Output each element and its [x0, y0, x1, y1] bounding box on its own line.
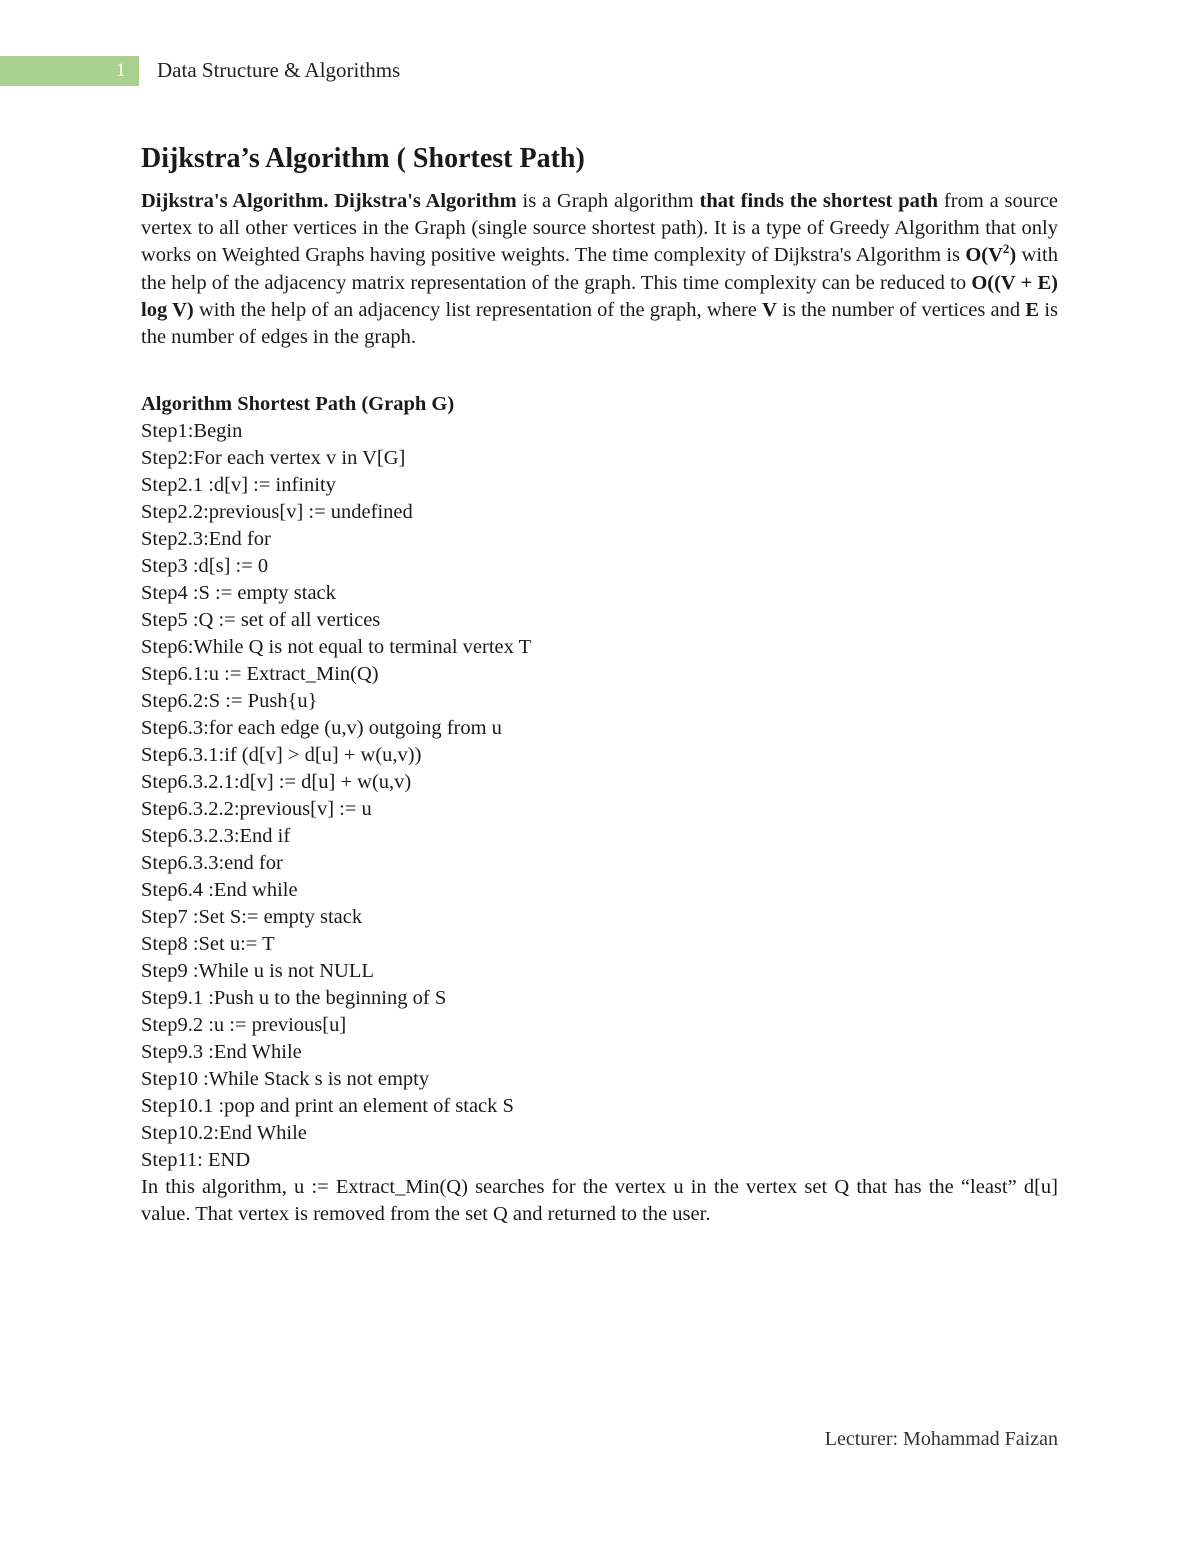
var-v: V: [762, 298, 777, 321]
var-e: E: [1025, 298, 1040, 321]
algorithm-step: Step6.4 :End while: [141, 879, 298, 901]
algorithm-step: Step2:For each vertex v in V[G]: [141, 447, 406, 469]
algorithm-step: Step6.3:for each edge (u,v) outgoing from u: [141, 717, 502, 739]
algorithm-step: Step11: END: [141, 1149, 251, 1171]
algorithm-step: Step6.1:u := Extract_Min(Q): [141, 663, 379, 685]
intro-algorithm-name: Dijkstra's Algorithm: [334, 190, 517, 212]
algorithm-step: Step10.1 :pop and print an element of stack S: [141, 1095, 514, 1117]
intro-text-4: with the help of an adjacency list representation of the graph, where: [193, 298, 763, 321]
algorithm-step: Step6.3.2.3:End if: [141, 825, 291, 847]
algorithm-step: Step10 :While Stack s is not empty: [141, 1068, 430, 1090]
algorithm-step: Step3 :d[s] := 0: [141, 555, 269, 577]
algorithm-step: Step1:Begin: [141, 420, 243, 442]
algorithm-step: Step2.2:previous[v] := undefined: [141, 501, 413, 523]
algorithm-step: Step2.3:End for: [141, 528, 271, 550]
algorithm-step: Step8 :Set u:= T: [141, 933, 275, 955]
algorithm-step: Step9.3 :End While: [141, 1041, 302, 1063]
algorithm-step: Step6.3.2.1:d[v] := d[u] + w(u,v): [141, 771, 412, 793]
algorithm-section: [141, 391, 1058, 1228]
algorithm-step: Step7 :Set S:= empty stack: [141, 906, 363, 928]
algorithm-steps: [141, 418, 1058, 1174]
intro-paragraph: [141, 188, 1058, 351]
algorithm-step: Step9.2 :u := previous[u]: [141, 1014, 347, 1036]
algorithm-step: Step9.1 :Push u to the beginning of S: [141, 987, 447, 1009]
intro-lead: Dijkstra's Algorithm.: [141, 190, 329, 212]
header-title: Data Structure & Algorithms: [157, 58, 401, 82]
intro-text-5: is the number of vertices and: [776, 298, 1026, 321]
page-number: 1: [116, 60, 126, 81]
complexity-list: O((V + E) log V): [141, 271, 1058, 321]
intro-text-2: from a source vertex to all other vertices in the Graph (single source shortest path). It is a type of Greedy Algorithm that only works on Weighted Graphs having positive weights. The time complexity of Dijkstra's Algorithm is: [141, 190, 1059, 267]
algorithm-step: Step4 :S := empty stack: [141, 582, 336, 604]
algorithm-step: Step6:While Q is not equal to terminal vertex T: [141, 636, 532, 658]
algorithm-step: Step9 :While u is not NULL: [141, 960, 374, 982]
algorithm-step: Step6.3.1:if (d[v] > d[u] + w(u,v)): [141, 744, 422, 766]
intro-text-3: with the help of the adjacency matrix representation of the graph. This time complexity can be reduced to: [141, 244, 1059, 294]
algorithm-step: Step6.3.3:end for: [141, 852, 283, 874]
intro-text-1: is a Graph algorithm: [516, 190, 700, 212]
footer-lecturer: Lecturer: Mohammad Faizan: [824, 1428, 1058, 1450]
algorithm-step: Step2.1 :d[v] := infinity: [141, 474, 336, 496]
algorithm-step: Step10.2:End While: [141, 1122, 307, 1144]
complexity-matrix: $O(V^2)$: [965, 241, 1017, 267]
intro-key-phrase: that finds the shortest path: [699, 190, 939, 212]
algorithm-heading: Algorithm Shortest Path (Graph G): [141, 393, 455, 415]
closing-paragraph: In this algorithm, u := Extract_Min(Q) searches for the vertex u in the vertex set Q that has the “least” d[u] value. That vertex is removed from the set Q and returned to the user.: [141, 1176, 1058, 1225]
intro-text-6: is the number of edges in the graph.: [141, 298, 1058, 349]
algorithm-step: Step6.3.2.2:previous[v] := u: [141, 798, 372, 820]
algorithm-step: Step6.2:S := Push{u}: [141, 690, 318, 712]
algorithm-step: Step5 :Q := set of all vertices: [141, 609, 381, 631]
document-title: Dijkstra’s Algorithm ( Shortest Path): [141, 143, 585, 174]
